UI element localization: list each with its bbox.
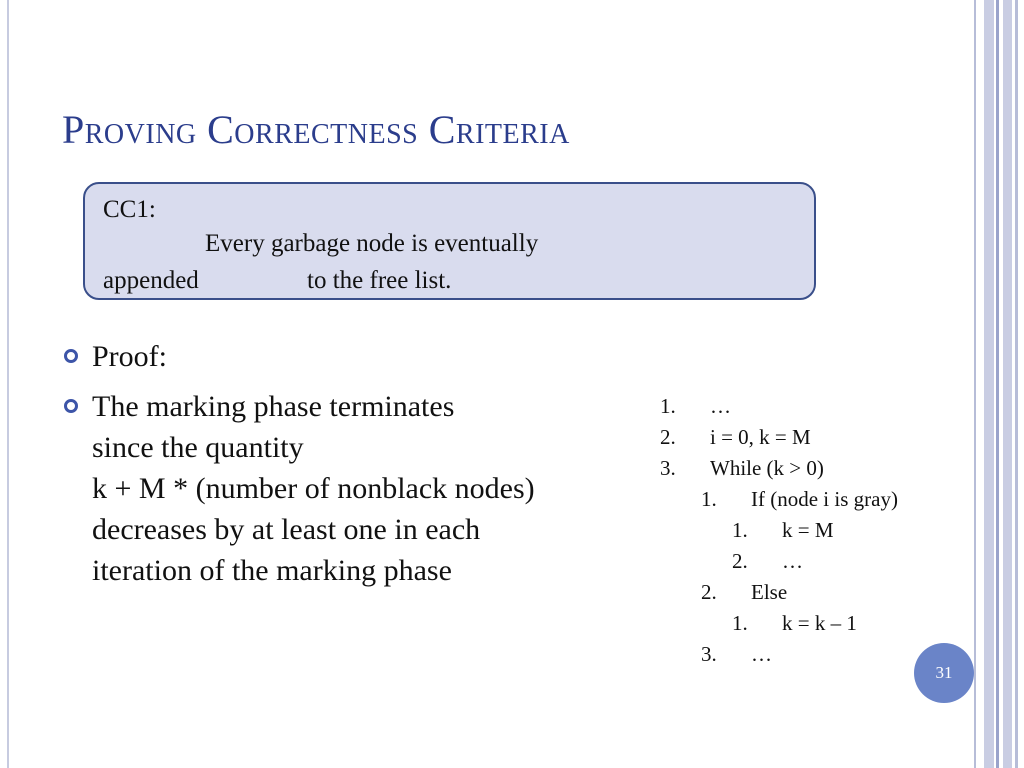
criterion-text-line2a: appended [103, 267, 199, 294]
criterion-text-line1: Every garbage node is eventually [205, 230, 539, 257]
code-line-text: … [710, 394, 731, 418]
bullet-ring-icon [64, 349, 78, 363]
page-number-badge: 31 [914, 643, 974, 703]
code-line-text: k = k – 1 [782, 611, 857, 635]
bullet-item [62, 386, 662, 591]
left-border-line [7, 0, 9, 768]
code-line [732, 518, 834, 549]
slide-title: Proving Correctness Criteria [62, 107, 570, 152]
code-line [660, 456, 824, 487]
code-line [701, 487, 898, 518]
code-line [732, 611, 857, 642]
code-line-number: 1. [660, 394, 676, 418]
criterion-text-line2b: to the free list. [307, 267, 452, 294]
code-line-number: 2. [660, 425, 676, 449]
code-line-text: … [751, 642, 772, 666]
code-line [660, 394, 731, 425]
right-stripe [1015, 0, 1018, 768]
bullet-list [62, 336, 662, 600]
code-line-text: … [782, 549, 803, 573]
code-line-number: 1. [732, 611, 748, 635]
code-line [660, 425, 811, 456]
right-stripe [984, 0, 994, 768]
code-line-number: 3. [701, 642, 717, 666]
criterion-box [83, 182, 816, 300]
bullet-ring-icon [64, 399, 78, 413]
code-line-number: 2. [732, 549, 748, 573]
bullet-text: The marking phase terminates since the quantity k + M * (number of nonblack nodes) decreases by at least one in each iteration of the marking phase [92, 390, 535, 587]
code-line-number: 2. [701, 580, 717, 604]
code-line-text: If (node i is gray) [751, 487, 898, 511]
code-line [732, 549, 803, 580]
code-line [701, 580, 787, 611]
bullet-text: Proof: [92, 340, 167, 373]
criterion-label: CC1: [103, 196, 156, 223]
code-line-number: 1. [732, 518, 748, 542]
code-line-text: Else [751, 580, 788, 604]
code-line [701, 642, 772, 673]
right-stripe [996, 0, 999, 768]
code-line-text: i = 0, k = M [710, 425, 811, 449]
right-stripe [1003, 0, 1012, 768]
right-stripe [974, 0, 976, 768]
bullet-item [62, 336, 662, 377]
code-line-number: 3. [660, 456, 676, 480]
code-line-number: 1. [701, 487, 717, 511]
code-line-text: k = M [782, 518, 834, 542]
code-line-text: While (k > 0) [710, 456, 824, 480]
